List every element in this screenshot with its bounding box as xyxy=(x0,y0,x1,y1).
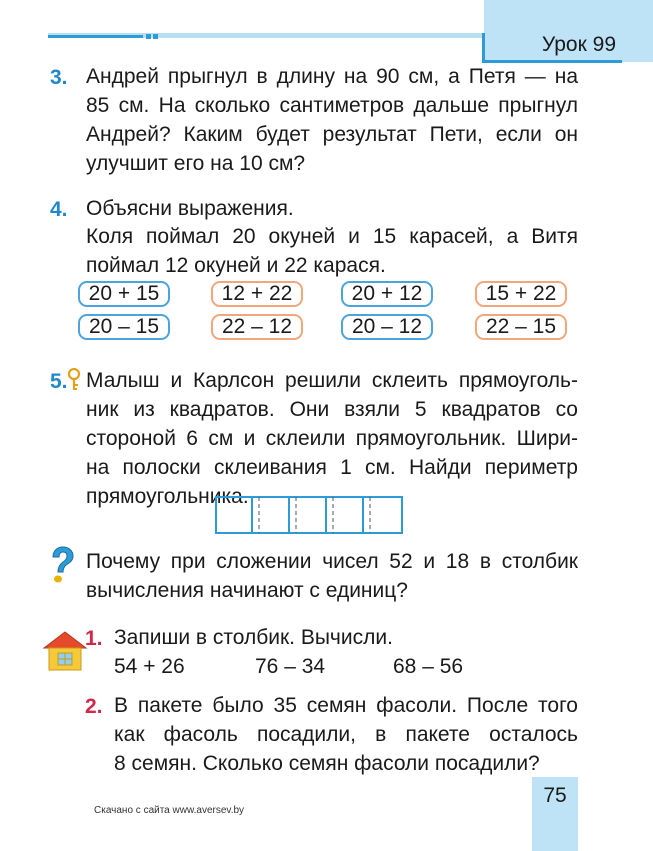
task-3-line: Андрей? Каким будет результат Пети, если он xyxy=(86,123,578,146)
header-accent-line xyxy=(48,35,143,38)
task-5-line: Малыш и Карлсон решили склеить прямоуголь- xyxy=(86,369,578,392)
header-square xyxy=(146,34,151,39)
task-3-line: 85 см. На сколько сантиметров дальше прыгнул xyxy=(86,94,578,117)
task-4-line: поймал 12 окуней и 22 карася. xyxy=(86,254,386,277)
task-5-line: на полоски склеивания 1 см. Найди периметр xyxy=(86,456,578,479)
source-footer: Скачано с сайта www.aversev.by xyxy=(94,805,245,816)
task-3-line: улучшит его на 10 см? xyxy=(86,152,306,175)
task-5-line: ник из квадратов. Они взяли 5 квадратов со xyxy=(86,398,578,421)
task-4-line: Коля поймал 20 окуней и 15 карасей, а Витя xyxy=(86,225,578,248)
homework-task-2-number: 2. xyxy=(85,695,103,718)
expression-box: 20 + 12 xyxy=(341,281,433,307)
task-5-line: стороной 6 см и склеили прямоугольник. Шири- xyxy=(86,427,578,450)
task-4-number: 4. xyxy=(50,198,68,221)
expression-box: 22 – 15 xyxy=(475,314,567,340)
homework-task-1-number: 1. xyxy=(85,627,103,650)
homework-expression: 54 + 26 xyxy=(114,655,185,678)
page-number: 75 xyxy=(543,784,567,807)
homework-task-2-line: 8 семян. Сколько семян фасоли посадили? xyxy=(114,752,540,775)
question-line: Почему при сложении чисел 52 и 18 в столбик xyxy=(86,550,578,573)
task-5-number: 5. xyxy=(50,370,68,393)
task-5-line: прямоугольника. xyxy=(86,485,249,508)
task-3-number: 3. xyxy=(50,66,68,89)
expression-box: 20 – 15 xyxy=(78,314,170,340)
expression-box: 20 + 15 xyxy=(78,281,170,307)
house-icon xyxy=(42,630,88,672)
expression-box: 22 – 12 xyxy=(211,314,303,340)
task-4-line: Объясни выражения. xyxy=(86,197,294,220)
expression-box: 12 + 22 xyxy=(211,281,303,307)
homework-expression: 76 – 34 xyxy=(255,655,326,678)
homework-expression: 68 – 56 xyxy=(393,655,464,678)
lesson-title: Урок 99 xyxy=(541,33,616,56)
header-square xyxy=(153,34,158,39)
question-mark-icon xyxy=(46,546,76,584)
expression-box: 20 – 12 xyxy=(341,314,433,340)
homework-task-2-line: как фасоль посадили, в пакете осталось xyxy=(114,723,578,746)
homework-task-1-line: Запиши в столбик. Вычисли. xyxy=(114,626,393,649)
key-icon xyxy=(66,368,82,392)
task-3-line: Андрей прыгнул в длину на 90 см, а Петя — на xyxy=(86,65,578,88)
homework-task-2-line: В пакете было 35 семян фасоли. После того xyxy=(114,694,578,717)
question-line: вычисления начинают с единиц? xyxy=(86,579,408,602)
glued-squares-diagram xyxy=(215,496,403,534)
expression-box: 15 + 22 xyxy=(475,281,567,307)
lesson-tab-edge xyxy=(482,33,485,63)
